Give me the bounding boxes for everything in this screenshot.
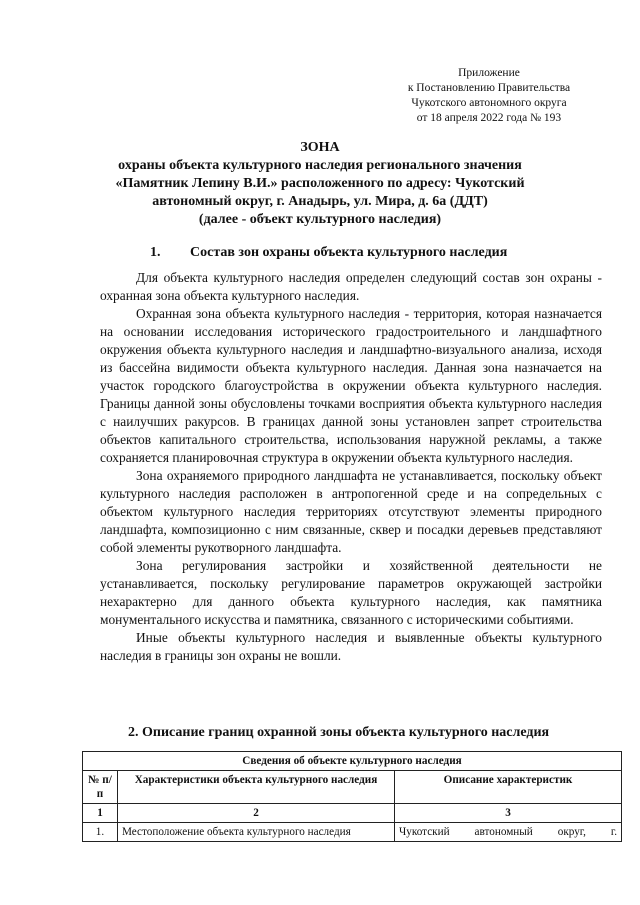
section-2-heading: 2. Описание границ охранной зоны объекта культурного наследия <box>128 725 550 740</box>
row-description: Чукотский автономный округ, г. <box>395 823 622 842</box>
appendix-line: Чукотского автономного округа <box>411 97 567 109</box>
index-cell: 2 <box>118 804 395 823</box>
paragraph: Иные объекты культурного наследия и выявленные объекты культурного наследия в границы зон охраны не вошли. <box>100 630 602 663</box>
document-title <box>100 139 540 229</box>
appendix-line: от 18 апреля 2022 года № 193 <box>416 112 562 124</box>
title-line: ЗОНА <box>300 140 340 155</box>
header-number: № п/п <box>83 771 118 804</box>
paragraph: Охранная зона объекта культурного наследия - территория, которая назначается на основании исследования исторического градостроительного и ландшафтного окружения объекта культурного наследия и ландшафтно-визуального анализа, исходя из бассейна видимости объекта культурного наследия. Данная зона назначается на участок городского благоустройства в окружении объекта культурного наследия. Границы данной зоны обусловлены точками восприятия объекта культурного наследия с наилучших ракурсов. В границах данной зоны установлен запрет строительства объектов капитального строительства, использования наружной рекламы, а также сохраняется планировочная структура в окружении объекта культурного наследия. <box>100 306 602 465</box>
paragraph: Зона охраняемого природного ландшафта не устанавливается, поскольку объект культурного наследия расположен в антропогенной среде и на сопредельных с объектом культурного наследия территориях отсутствуют элементы природного ландшафта, композиционно с ним связанные, сквер и посадки деревьев представляют собой элементы рукотворного ландшафта. <box>100 468 602 555</box>
header-characteristic: Характеристики объекта культурного наследия <box>118 771 395 804</box>
title-line: охраны объекта культурного наследия регионального значения <box>118 158 522 173</box>
index-cell: 3 <box>395 804 622 823</box>
row-number: 1. <box>83 823 118 842</box>
table-header-row <box>83 771 622 804</box>
index-cell: 1 <box>83 804 118 823</box>
section-title: Состав зон охраны объекта культурного наследия <box>190 245 508 260</box>
header-description: Описание характеристик <box>395 771 622 804</box>
paragraph: Для объекта культурного наследия определен следующий состав зон охраны - охранная зона объекта культурного наследия. <box>100 270 602 303</box>
table-caption: Сведения об объекте культурного наследия <box>83 752 622 771</box>
title-line: автономный округ, г. Анадырь, ул. Мира, д. 6а (ДДТ) <box>152 194 488 209</box>
title-line: «Памятник Лепину В.И.» расположенного по адресу: Чукотский <box>115 176 525 191</box>
title-line: (далее - объект культурного наследия) <box>198 212 442 227</box>
body-text <box>100 269 602 665</box>
appendix-line: к Постановлению Правительства <box>407 82 571 94</box>
section-number: 1. <box>150 245 161 260</box>
table-index-row <box>83 804 622 823</box>
paragraph: Зона регулирования застройки и хозяйственной деятельности не устанавливается, поскольку регулирование параметров окружающей застройки нехарактерно для данного объекта культурного наследия, как памятника монументального искусства и памятника, связанного с историческими событиями. <box>100 558 602 627</box>
table-caption-row <box>83 752 622 771</box>
table-row <box>83 823 622 842</box>
appendix-line: Приложение <box>458 67 520 79</box>
appendix-block <box>386 66 592 126</box>
heritage-info-table <box>82 751 622 842</box>
row-characteristic: Местоположение объекта культурного наследия <box>118 823 395 842</box>
section-1-heading <box>150 245 507 261</box>
